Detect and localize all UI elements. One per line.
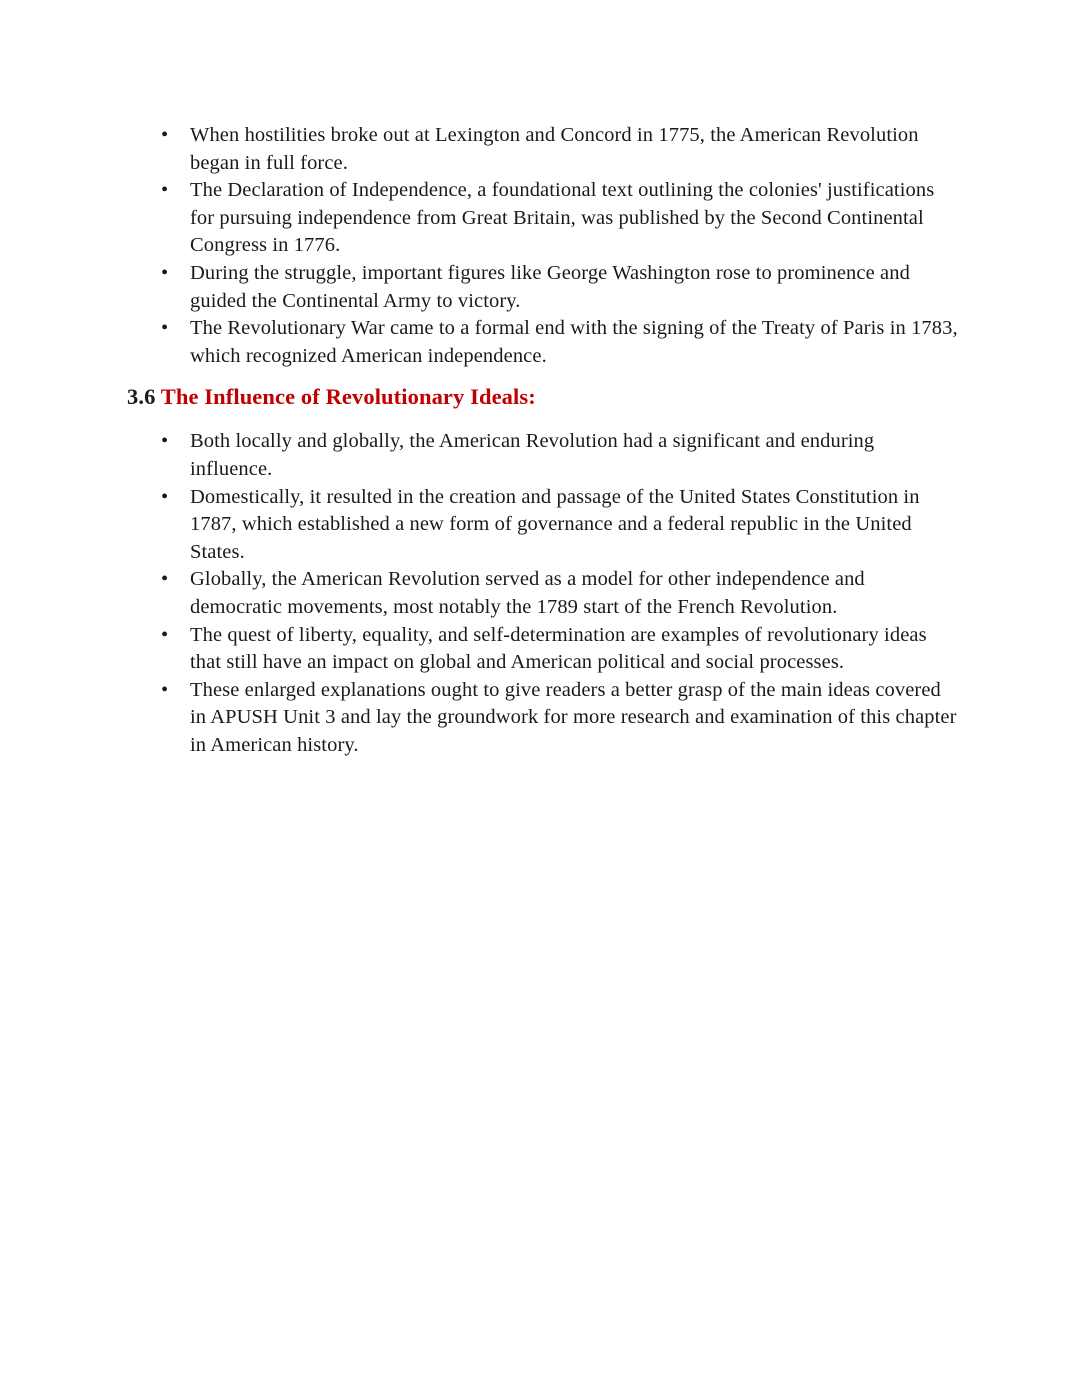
bullet-item: • These enlarged explanations ought to give readers a better grasp of the main ideas covered in APUSH Unit 3 and lay the groundwork for more research and examination of this chapter in American history. (190, 677, 958, 760)
section-number: 3.6 (127, 384, 161, 410)
section-heading-3-6 (0, 382, 1080, 412)
bullet-item: • The quest of liberty, equality, and self-determination are examples of revolutionary ideas that still have an impact on global and American political and social processes. (190, 622, 958, 677)
page-content (0, 122, 1080, 759)
bullet-item: • Both locally and globally, the American Revolution had a significant and enduring influence. (190, 428, 958, 483)
bullet-list-influence (0, 428, 1080, 759)
bullet-item: • When hostilities broke out at Lexington and Concord in 1775, the American Revolution began in full force. (190, 122, 958, 177)
bullet-item: • Domestically, it resulted in the creation and passage of the United States Constitution in 1787, which established a new form of governance and a federal republic in the United States. (190, 484, 958, 567)
bullet-item: • The Declaration of Independence, a foundational text outlining the colonies' justifications for pursuing independence from Great Britain, was published by the Second Continental Congress in 1776. (190, 177, 958, 260)
bullet-list-revolutionary-war (0, 122, 1080, 370)
bullet-item: • Globally, the American Revolution served as a model for other independence and democratic movements, most notably the 1789 start of the French Revolution. (190, 566, 958, 621)
section-title: The Influence of Revolutionary Ideals: (160, 384, 536, 410)
bullet-item: • The Revolutionary War came to a formal end with the signing of the Treaty of Paris in 1783, which recognized American independence. (190, 315, 958, 370)
bullet-item: • During the struggle, important figures like George Washington rose to prominence and guided the Continental Army to victory. (190, 260, 958, 315)
